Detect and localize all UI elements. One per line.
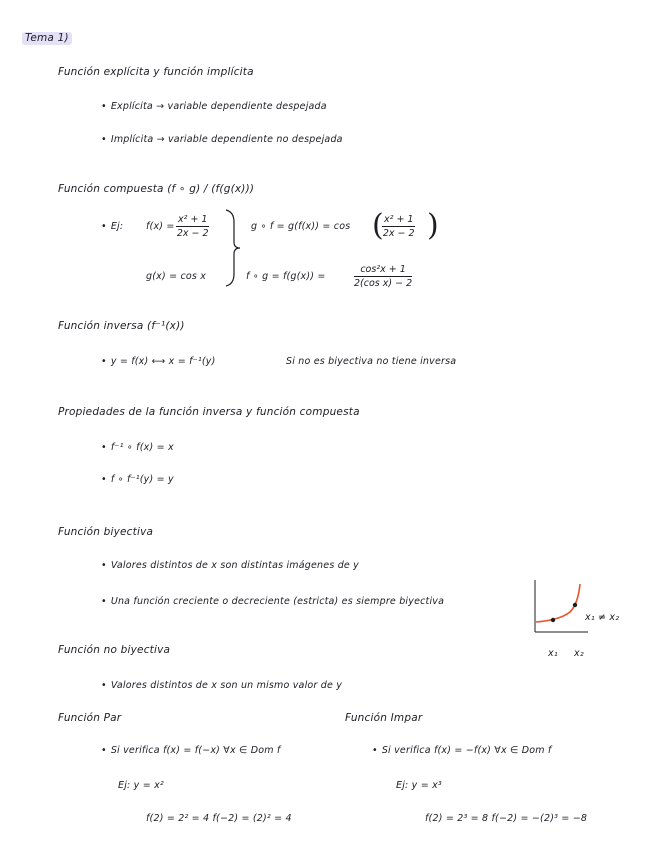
odd-function-example: Ej: y = x³ bbox=[396, 780, 442, 791]
f-definition-lhs: f(x) = bbox=[146, 221, 175, 232]
odd-function-heading: Función Impar bbox=[345, 712, 423, 724]
bijective-bullet-2: • Una función creciente o decreciente (estricta) es siempre biyectiva bbox=[101, 596, 444, 607]
even-function-heading: Función Par bbox=[58, 712, 122, 724]
g-definition: g(x) = cos x bbox=[146, 271, 207, 282]
section-bijective-heading: Función biyectiva bbox=[58, 526, 154, 538]
odd-function-evaluation: f(2) = 2³ = 8 f(−2) = −(2)³ = −8 bbox=[425, 813, 588, 824]
graph-inequality: x₁ ≠ x₂ bbox=[585, 612, 620, 623]
section-composite-heading: Función compuesta (f ∘ g) / (f(g(x))) bbox=[58, 183, 255, 195]
fog-numerator: cos²x + 1 bbox=[354, 264, 412, 277]
graph-x2-label: x₂ bbox=[574, 648, 584, 659]
page-title-text: Tema 1) bbox=[22, 32, 72, 45]
explicit-bullet: • Explícita → variable dependiente despejada bbox=[101, 101, 327, 112]
graph-point-x2 bbox=[573, 603, 577, 607]
bijective-graph bbox=[530, 578, 590, 640]
implicit-bullet: • Implícita → variable dependiente no despejada bbox=[101, 134, 343, 145]
left-paren: ( bbox=[372, 208, 384, 243]
even-function-evaluation: f(2) = 2² = 4 f(−2) = (2)² = 4 bbox=[146, 813, 292, 824]
fog-fraction bbox=[354, 264, 412, 289]
property-bullet-1: • f⁻¹ ∘ f(x) = x bbox=[101, 442, 174, 453]
graph-x1-label: x₁ bbox=[548, 648, 558, 659]
even-function-example: Ej: y = x² bbox=[118, 780, 164, 791]
page-title bbox=[22, 32, 72, 44]
section-inverse-heading: Función inversa (f⁻¹(x)) bbox=[58, 320, 185, 332]
fog-denominator: 2(cos x) − 2 bbox=[354, 278, 413, 289]
composite-example-label: • Ej: bbox=[101, 221, 123, 232]
section-non-bijective-heading: Función no biyectiva bbox=[58, 644, 171, 656]
f-definition-fraction bbox=[176, 214, 209, 239]
bijective-bullet-1: • Valores distintos de x son distintas imágenes de y bbox=[101, 560, 359, 571]
right-paren: ) bbox=[427, 208, 439, 243]
non-bijective-bullet: • Valores distintos de x son un mismo valor de y bbox=[101, 680, 342, 691]
gof-denominator: 2x − 2 bbox=[382, 228, 415, 239]
f-numerator: x² + 1 bbox=[178, 214, 208, 225]
section-properties-heading: Propiedades de la función inversa y función compuesta bbox=[58, 406, 360, 418]
inverse-bullet: • y = f(x) ⟷ x = f⁻¹(y) bbox=[101, 356, 216, 367]
gof-fraction bbox=[382, 214, 415, 239]
property-bullet-2: • f ∘ f⁻¹(y) = y bbox=[101, 474, 174, 485]
inverse-note: Si no es biyectiva no tiene inversa bbox=[286, 356, 457, 367]
right-brace-icon bbox=[222, 208, 244, 288]
graph-point-x1 bbox=[551, 618, 555, 622]
graph-increasing-curve bbox=[536, 584, 580, 622]
gof-lhs: g ∘ f = g(f(x)) = cos bbox=[251, 221, 351, 232]
fog-lhs: f ∘ g = f(g(x)) = bbox=[246, 271, 326, 282]
section-explicit-implicit-heading: Función explícita y función implícita bbox=[58, 66, 254, 78]
gof-numerator: x² + 1 bbox=[384, 214, 414, 225]
odd-function-condition: • Si verifica f(x) = −f(x) ∀x ∈ Dom f bbox=[372, 745, 551, 756]
f-denominator: 2x − 2 bbox=[176, 228, 209, 239]
even-function-condition: • Si verifica f(x) = f(−x) ∀x ∈ Dom f bbox=[101, 745, 280, 756]
